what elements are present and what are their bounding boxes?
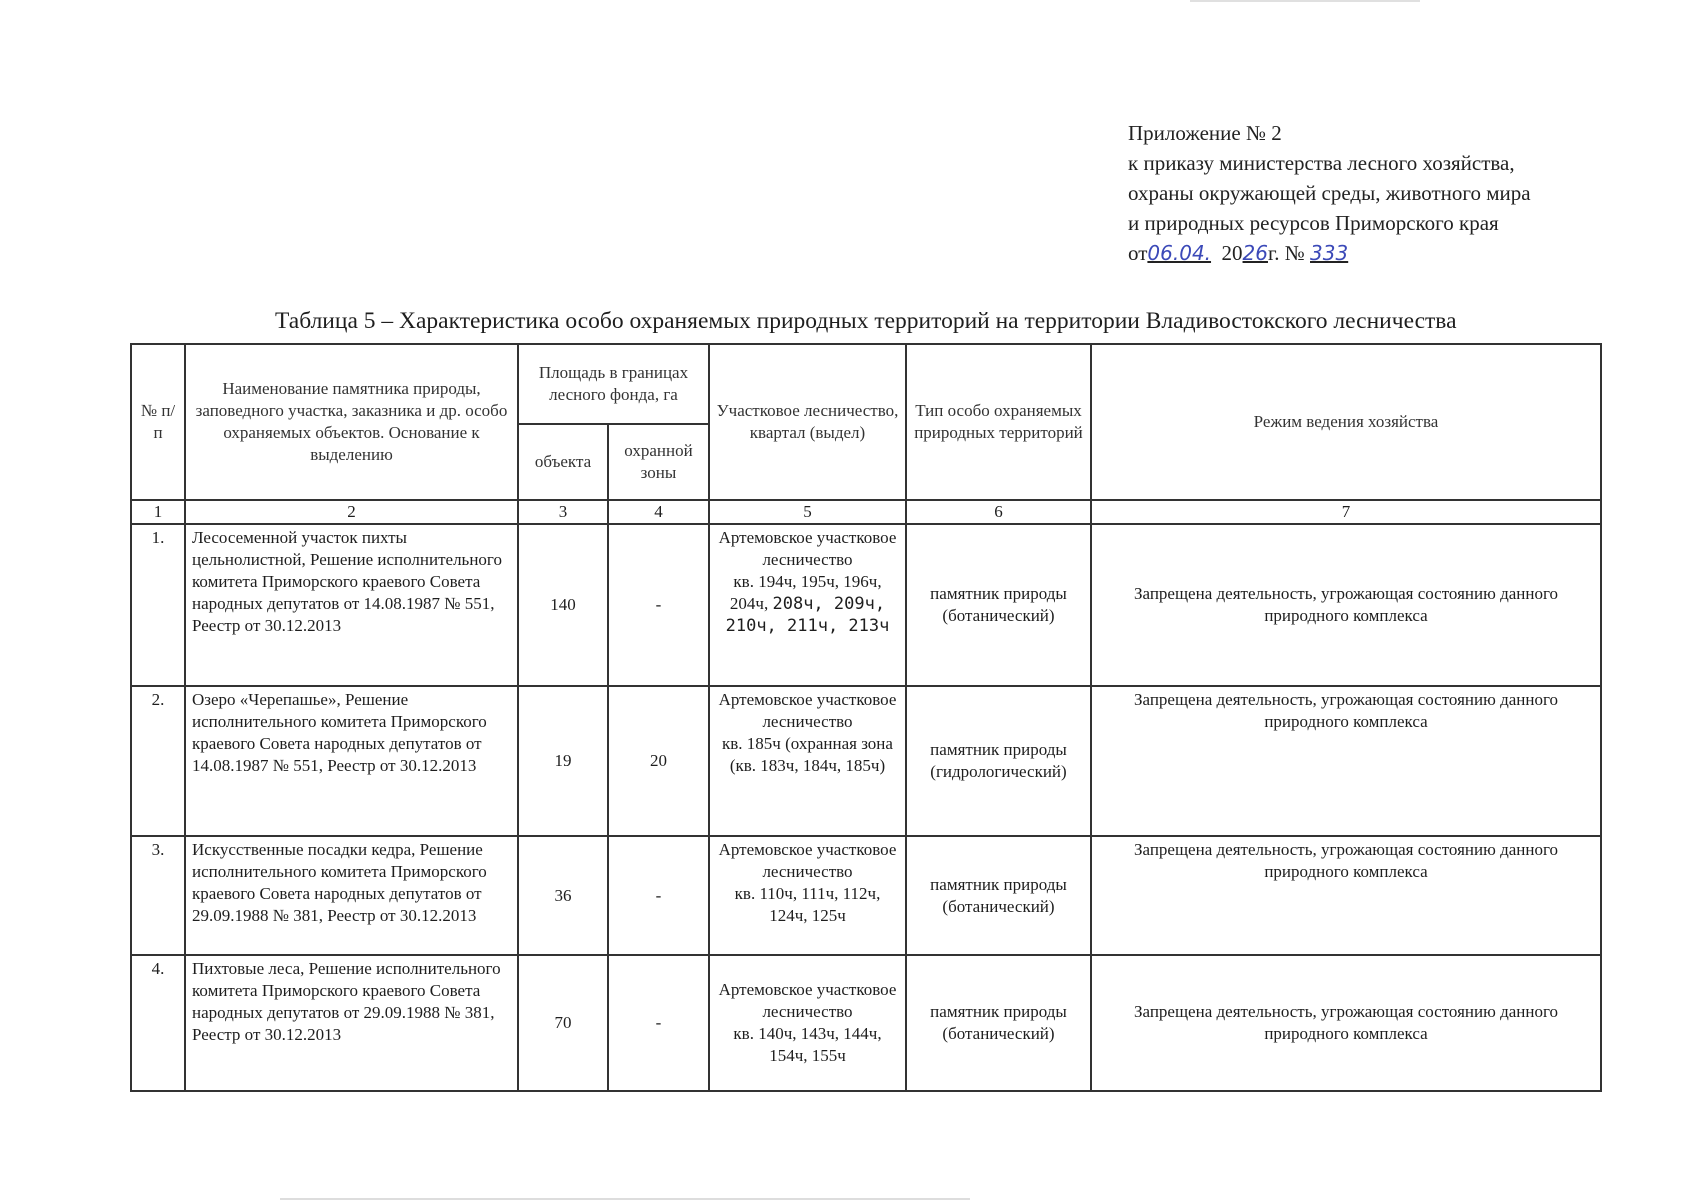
table-row — [131, 686, 1601, 836]
forestry-quarters — [716, 571, 899, 637]
row-forestry — [709, 955, 906, 1091]
row-type: памятник природы (гидрологический) — [906, 686, 1091, 836]
row-regime: Запрещена деятельность, угрожающая состоянию данного природного комплекса — [1091, 524, 1601, 686]
row-regime: Запрещена деятельность, угрожающая состоянию данного природного комплекса — [1091, 686, 1601, 836]
forestry-quarters-typed: 208ч, 209ч, 210ч, 211ч, 213ч — [725, 594, 890, 636]
table-row — [131, 524, 1601, 686]
row-num: 2. — [131, 686, 185, 836]
header-regime: Режим ведения хозяйства — [1091, 344, 1601, 500]
row-area-object: 70 — [518, 955, 608, 1091]
header-area: Площадь в границах лесного фонда, га — [518, 344, 709, 424]
row-name: Искусственные посадки кедра, Решение исполнительного комитета Приморского краевого Совета народных депутатов от 29.09.1988 № 381, Реестр от 30.12.2013 — [185, 836, 518, 955]
row-num: 1. — [131, 524, 185, 686]
row-area-zone: - — [608, 955, 709, 1091]
row-num: 4. — [131, 955, 185, 1091]
row-type: памятник природы (ботанический) — [906, 524, 1091, 686]
number-prefix: г. № — [1267, 241, 1305, 265]
forestry-quarters: кв. 185ч (охранная зона (кв. 183ч, 184ч, 185ч) — [722, 734, 893, 775]
forestry-name: Артемовское участковое лесничество — [718, 840, 897, 881]
row-forestry — [709, 836, 906, 955]
appendix-date-line — [1128, 238, 1531, 268]
header-type: Тип особо охраняемых природных территорий — [906, 344, 1091, 500]
row-area-zone: 20 — [608, 686, 709, 836]
appendix-block — [1128, 118, 1531, 268]
table-title: Таблица 5 – Характеристика особо охраняемых природных территорий на территории Владивостокского лесничества — [275, 308, 1457, 334]
date-prefix: от — [1128, 241, 1148, 265]
column-number: 2 — [185, 500, 518, 524]
forestry-quarters-printed: кв. 194ч, 195ч, 196ч, 204ч, — [729, 572, 882, 613]
header-name: Наименование памятника природы, заповедного участка, заказника и др. особо охраняемых объектов. Основание к выделению — [185, 344, 518, 500]
row-regime: Запрещена деятельность, угрожающая состоянию данного природного комплекса — [1091, 955, 1601, 1091]
handwritten-order-number: 333 — [1310, 241, 1349, 265]
row-forestry — [709, 524, 906, 686]
year-prefix: 20 — [1221, 241, 1243, 265]
row-name: Озеро «Черепашье», Решение исполнительного комитета Приморского краевого Совета народных депутатов от 14.08.1987 № 551, Реестр от 30.12.2013 — [185, 686, 518, 836]
forestry-quarters: кв. 110ч, 111ч, 112ч, 124ч, 125ч — [734, 884, 881, 925]
appendix-line-3: охраны окружающей среды, животного мира — [1128, 181, 1531, 205]
protected-areas-table — [130, 343, 1602, 1092]
row-name: Лесосеменной участок пихты цельнолистной, Решение исполнительного комитета Приморского краевого Совета народных депутатов от 14.08.1987 № 551, Реестр от 30.12.2013 — [185, 524, 518, 686]
row-area-object: 140 — [518, 524, 608, 686]
forestry-name: Артемовское участковое лесничество — [718, 690, 897, 731]
header-forestry: Участковое лесничество, квартал (выдел) — [709, 344, 906, 500]
column-number: 1 — [131, 500, 185, 524]
column-number: 6 — [906, 500, 1091, 524]
row-area-zone: - — [608, 836, 709, 955]
row-forestry — [709, 686, 906, 836]
row-name: Пихтовые леса, Решение исполнительного комитета Приморского краевого Совета народных депутатов от 29.09.1988 № 381, Реестр от 30.12.2013 — [185, 955, 518, 1091]
header-area-object: объекта — [518, 424, 608, 500]
column-number: 3 — [518, 500, 608, 524]
row-num: 3. — [131, 836, 185, 955]
appendix-line-2: к приказу министерства лесного хозяйства, — [1128, 151, 1515, 175]
column-number-row — [131, 500, 1601, 524]
table-row — [131, 836, 1601, 955]
column-number: 4 — [608, 500, 709, 524]
scan-artifact-top — [1190, 0, 1420, 2]
appendix-line-4: и природных ресурсов Приморского края — [1128, 211, 1499, 235]
header-area-zone: охранной зоны — [608, 424, 709, 500]
row-type: памятник природы (ботанический) — [906, 836, 1091, 955]
row-regime: Запрещена деятельность, угрожающая состоянию данного природного комплекса — [1091, 836, 1601, 955]
forestry-name: Артемовское участковое лесничество — [718, 528, 897, 569]
row-type: памятник природы (ботанический) — [906, 955, 1091, 1091]
row-area-zone: - — [608, 524, 709, 686]
column-number: 7 — [1091, 500, 1601, 524]
forestry-name: Артемовское участковое лесничество — [718, 980, 897, 1021]
header-num: № п/п — [131, 344, 185, 500]
header-row-1 — [131, 344, 1601, 424]
row-area-object: 19 — [518, 686, 608, 836]
column-number: 5 — [709, 500, 906, 524]
handwritten-year: 26 — [1242, 241, 1268, 265]
table-row — [131, 955, 1601, 1091]
appendix-line-1: Приложение № 2 — [1128, 121, 1282, 145]
handwritten-date: 06.04. — [1147, 241, 1212, 265]
forestry-quarters: кв. 140ч, 143ч, 144ч, 154ч, 155ч — [733, 1024, 882, 1065]
row-area-object: 36 — [518, 836, 608, 955]
